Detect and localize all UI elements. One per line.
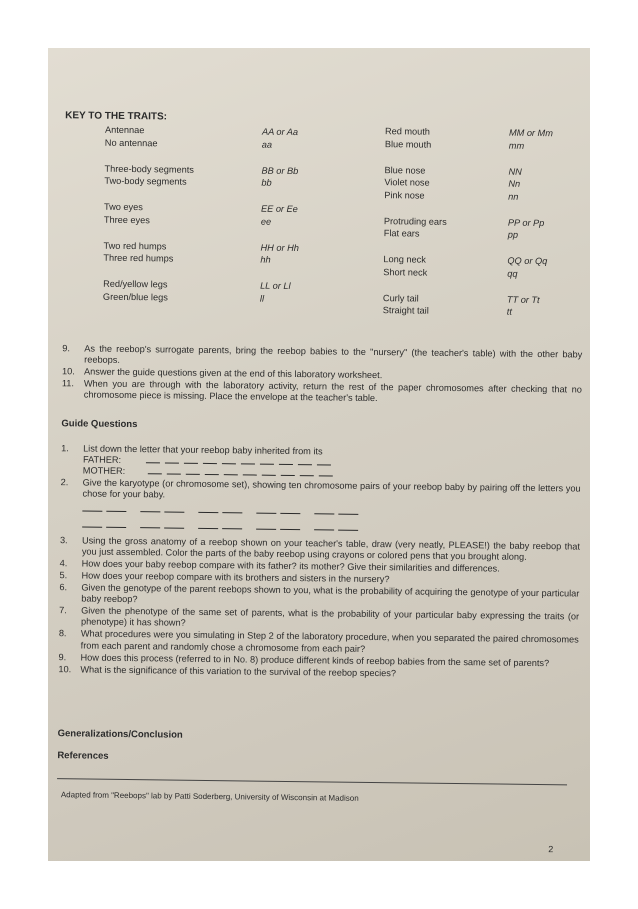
item-number: 11.	[61, 378, 75, 389]
trait-label: Three red humps	[103, 252, 174, 264]
item-number: 2.	[60, 477, 69, 488]
item-text: Given the genotype of the parent reebops shown to you, what is the probability of acquiring the genotype of your particular baby reebop?	[81, 582, 580, 605]
list-item	[61, 443, 581, 482]
item-text: How does your reebop compare with its brothers and sisters in the nursery?	[81, 570, 390, 585]
trait-label: Pink nose	[384, 189, 425, 201]
page-number: 2	[548, 844, 554, 855]
trait-label: Blue mouth	[384, 138, 432, 150]
genotype-label: bb	[261, 177, 272, 188]
trait-label: Red mouth	[384, 126, 431, 137]
genotype-label: QQ or Qq	[507, 255, 548, 267]
generalizations-heading: Generalizations/Conclusion	[57, 728, 183, 741]
karyotype-blanks	[82, 504, 580, 537]
mother-label: MOTHER:	[82, 465, 126, 477]
references-line	[57, 778, 567, 785]
genotype-label: aa	[261, 139, 273, 150]
item-number: 7.	[59, 605, 67, 616]
left-traits-column	[103, 125, 195, 305]
item-number: 8.	[58, 628, 67, 639]
genotype-label: qq	[507, 268, 518, 279]
trait-label: Flat ears	[383, 228, 420, 239]
mother-blanks	[148, 466, 338, 478]
item-text: Given the phenotype of the same set of parents, what is the probability of your particular baby expressing the traits (or phenotype) it has shown?	[80, 605, 580, 629]
instructions-list	[62, 343, 583, 408]
item-text	[83, 443, 581, 482]
trait-label: Straight tail	[382, 305, 429, 316]
trait-label: Antennae	[104, 124, 145, 136]
key-title: KEY TO THE TRAITS:	[65, 110, 168, 123]
genotype-label: AA or Aa	[261, 126, 299, 138]
genotype-label: ll	[259, 293, 265, 304]
genotype-label: HH or Hh	[260, 242, 299, 253]
trait-label: Three eyes	[103, 214, 150, 225]
item-text: How does your baby reebop compare with its father? its mother? Give their similarities and differences.	[81, 558, 500, 574]
item-text: As the reebop's surrogate parents, bring the reebop babies to the "nursery" (the teacher's table) with the other baby reebops.	[84, 343, 583, 365]
genotype-label: PP or Pp	[507, 217, 545, 228]
trait-label: Three-body segments	[104, 163, 194, 175]
guide-questions-list	[58, 443, 581, 682]
item-text: What procedures were you simulating in Step 2 of the laboratory procedure, when you separated the paired chromosomes from each parent and randomly chose a chromosome from each pair?	[80, 628, 579, 654]
father-label: FATHER:	[82, 454, 122, 465]
trait-label: Long neck	[383, 254, 426, 265]
right-genotypes-column	[507, 128, 553, 320]
right-traits-column	[383, 126, 448, 318]
item-text: When you are through with the laboratory activity, return the rest of the paper chromosomes after checking that no chromosome piece is missing. Place the envelope at the teacher's table.	[83, 378, 582, 404]
trait-label: Two-body segments	[104, 175, 187, 187]
trait-label: Short neck	[383, 266, 428, 278]
item-number: 10.	[61, 366, 75, 377]
genotype-label: nn	[508, 191, 519, 202]
item-text: Give the karyotype (or chromosome set), showing ten chromosome pairs of your reebop baby by pairing off the letters you chose for your baby.	[82, 477, 581, 500]
worksheet-page	[48, 48, 590, 861]
item-number: 4.	[59, 558, 68, 569]
genotype-label: tt	[506, 306, 512, 317]
trait-label: Protruding ears	[383, 215, 447, 227]
item-text: What is the significance of this variation to the survival of the reebop species?	[80, 664, 397, 678]
item-number: 10.	[58, 663, 72, 674]
item-number: 9.	[62, 343, 71, 354]
genotype-label: MM or Mm	[508, 127, 553, 139]
genotype-label: pp	[507, 229, 519, 240]
item-number: 9.	[58, 651, 67, 662]
left-genotypes-column	[260, 127, 300, 306]
genotype-label: Nn	[508, 178, 521, 189]
item-text: Answer the guide questions given at the end of this laboratory worksheet.	[83, 366, 383, 381]
genotype-label: NN	[508, 166, 522, 177]
trait-label: Curly tail	[382, 292, 419, 304]
genotype-label: TT or Tt	[506, 294, 540, 305]
genotype-label: mm	[508, 140, 525, 151]
trait-label: Two red humps	[103, 240, 167, 251]
item-number: 3.	[59, 535, 68, 546]
trait-label: Green/blue legs	[102, 291, 168, 302]
item-text: How does this process (referred to in No. 8) produce different kinds of reebop babies from the same set of parents?	[80, 651, 550, 668]
trait-label: Violet nose	[384, 177, 430, 188]
genotype-label: LL or Ll	[260, 280, 291, 291]
genotype-label: ee	[260, 216, 272, 227]
trait-label: Two eyes	[104, 201, 143, 213]
genotype-label: hh	[260, 254, 271, 265]
trait-label: Red/yellow legs	[103, 278, 168, 290]
guide-questions-heading: Guide Questions	[61, 418, 138, 431]
footer-credit: Adapted from "Reebops" lab by Patti Soderberg, University of Wisconsin at Madison	[60, 790, 359, 803]
genotype-label: BB or Bb	[261, 165, 299, 176]
item-number: 5.	[59, 570, 68, 581]
question-text: List down the letter that your reebop baby inherited from its	[83, 443, 323, 457]
item-number: 1.	[61, 443, 69, 454]
trait-label: Blue nose	[384, 164, 426, 176]
references-heading: References	[57, 750, 109, 762]
document-photo	[48, 48, 590, 861]
genotype-label: EE or Ee	[260, 203, 298, 215]
trait-label: No antennae	[104, 137, 158, 148]
item-number: 6.	[59, 582, 68, 593]
item-text: Using the gross anatomy of a reebop shown on your teacher's table, draw (very neatly, PLEASE!) the baby reebop that you just assembled. Color the parts of the baby reebop using crayons or colored pens that you brought along.	[81, 535, 581, 563]
